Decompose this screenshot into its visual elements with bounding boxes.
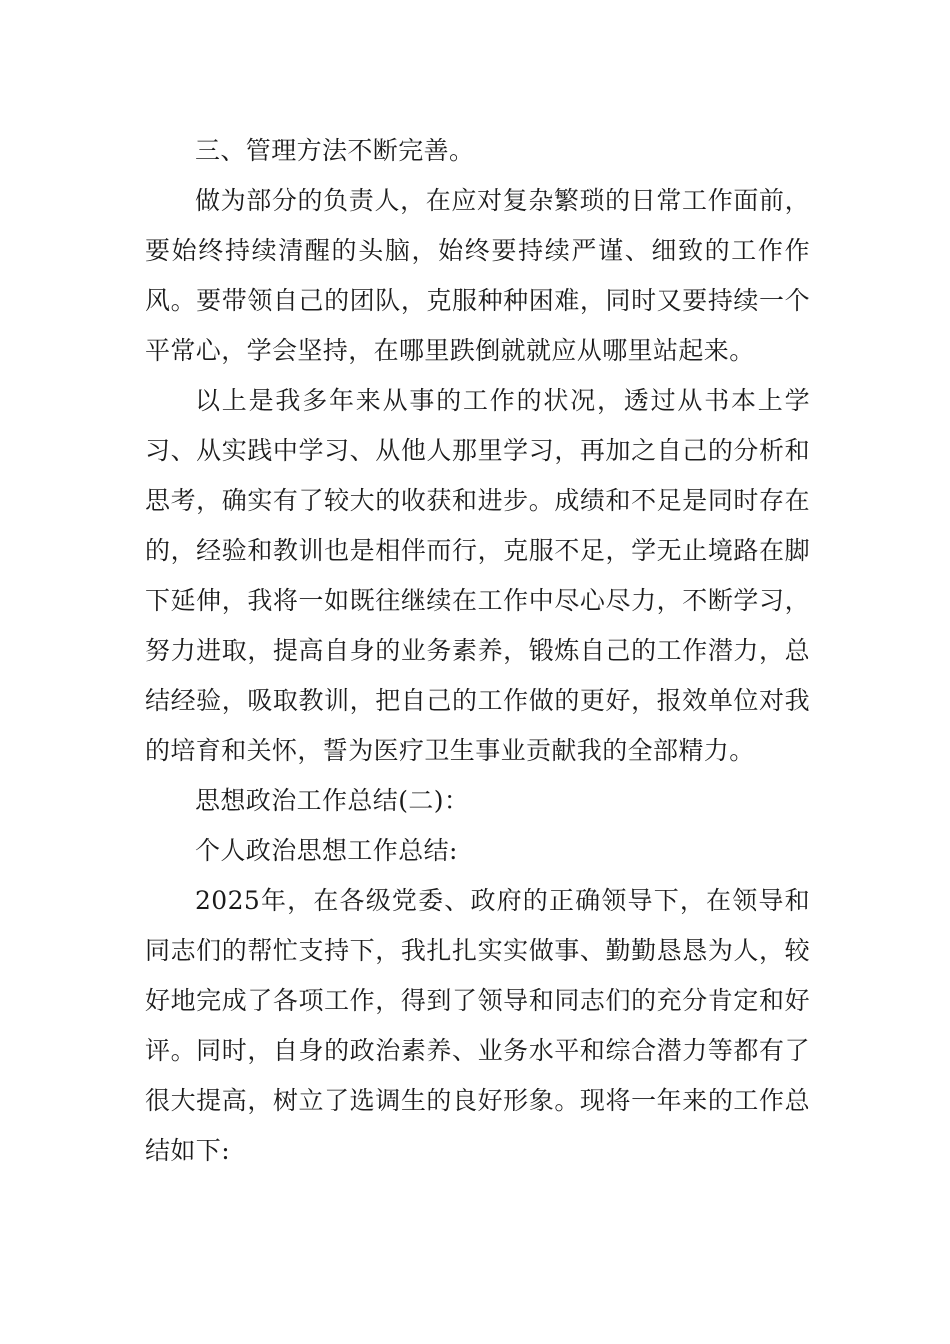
document-body xyxy=(145,126,810,1176)
section-subtitle-personal-summary: 个人政治思想工作总结: xyxy=(195,836,458,865)
section-title-summary-two: 思想政治工作总结(二)： xyxy=(195,786,470,815)
section-heading-management: 三、管理方法不断完善。 xyxy=(195,136,475,165)
paragraph-leadership: 做为部分的负责人，在应对复杂繁琐的日常工作面前，要始终持续清醒的头脑，始终要持续严谨、细致的工作作风。要带领自己的团队，克服种种困难，同时又要持续一个平常心，学会坚持，在哪里跌倒就就应从哪里站起来。 xyxy=(145,186,810,365)
paragraph-2025-overview: 2025年，在各级党委、政府的正确领导下，在领导和同志们的帮忙支持下，我扎扎实实做事、勤勤恳恳为人，较好地完成了各项工作，得到了领导和同志们的充分肯定和好评。同时，自身的政治素养、业务水平和综合潜力等都有了很大提高，树立了选调生的良好形象。现将一年来的工作总结如下: xyxy=(145,886,810,1165)
paragraph-conclusion: 以上是我多年来从事的工作的状况，透过从书本上学习、从实践中学习、从他人那里学习，再加之自己的分析和思考，确实有了较大的收获和进步。成绩和不足是同时存在的，经验和教训也是相伴而行，克服不足，学无止境路在脚下延伸，我将一如既往继续在工作中尽心尽力，不断学习，努力进取，提高自身的业务素养，锻炼自己的工作潜力，总结经验，吸取教训，把自己的工作做的更好，报效单位对我的培育和关怀，誓为医疗卫生事业贡献我的全部精力。 xyxy=(145,386,810,765)
